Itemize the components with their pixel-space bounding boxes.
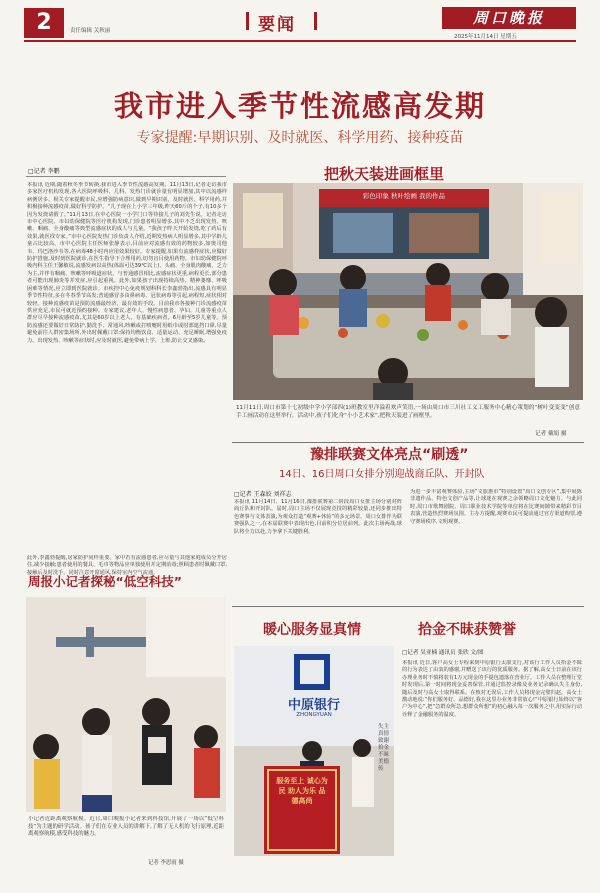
bank-photo [234, 646, 394, 856]
sports-byline: □记者 王森姣 刘祥志 [234, 491, 292, 498]
side-caption: 失主真情致谢 拾金不昧美德传 [378, 724, 390, 772]
sports-body-col1: 本报讯 11月14日、11月16日,豫排联赛第二阶段周口女排主场分别对阵商丘队和开封队。届时,周口主场不仅展现竞技的精彩较量,还同步推出特色赛事与文体表演,为观众打造“观赛+休验”的多元场景。周口女排作为联赛强队之一,在本届联赛中表现出色,目前积分位居前列。此次主场两战,球队将全力以赴,力争拿下关键胜利。 [234, 499, 402, 535]
headline: 我市进入季节性流感高发期 [113, 89, 486, 123]
feature-title: 把秋天装进画框里 [324, 165, 445, 183]
kids-photo-credit: 记者 李思雨 摄 [148, 860, 184, 866]
feature-caption: 11月11日,周口市第十七初级中学小学部四(1)班教室里洋溢着欢声笑语,一场由周口市三川社工义工服务中心精心策划的“树叶变变变”创意手工画活动在这里举行。活动中,孩子们化身“小小艺术家”,把秋天装进了画框里。 [236, 405, 580, 419]
classroom-photo-art [233, 183, 583, 400]
kids-photo [26, 597, 226, 812]
service-title-right: 拾金不昧获赞誉 [418, 622, 516, 638]
sports-body-col2: 为进一步丰富观赛体验,主场“文旅惠市”特别设置“周口文创专区”,集中展陈非遗作品、特色文创产品等,让球迷在观赛之余领略周口文化魅力。与此同时,周口市歌舞剧院、周口职业技术学院等单位将在比赛间隙带来精彩节目表演,营造热烈赛场氛围。主办方提醒,观赛市民可提前通过官方渠道购票,遵守赛场秩序,文明观赛。 [410, 489, 582, 525]
header-rule [24, 40, 576, 42]
kids-photo-art [26, 597, 226, 812]
feature-rule [232, 442, 584, 443]
page-number: 2 [24, 8, 64, 38]
sports-rule [232, 606, 584, 607]
bank-sign: 中原银行 [287, 698, 340, 713]
photo-banner: 彩色印象 秋叶绘画 我的作品 [362, 192, 446, 200]
kids-title: 周报小记者探秘“低空科技” [28, 574, 182, 589]
pennant-text: 服务至上 诚心为民 助人为乐 品德高尚 [276, 777, 328, 805]
service-body: 本报讯 近日,客户高女士专程来到中原银行太康支行,对该行工作人员拾金不昧的行为表达了由衷的感谢,并赠送了该行的优质服务。据了解,高女士日前在该行办理业务时不慎将装有1万元现金的手提包遗落在营业厅。工作人员在整理厅堂时发现后,第一时间将现金妥善保管,并通过监控录像及业务记录确认失主身份,随后及时与高女士取得联系。在核对无误后,工作人员将现金完璧归赵。高女士激动地说:“你们服务好、品德好,我在这里办业务非常放心!”中原银行始终以“客户为中心”,把“急群众所急,想群众所想”的初心融入每一次服务之中,用实际行动诠释了金融服务的温度。 [402, 660, 582, 718]
section-name: 要闻 [258, 15, 296, 35]
lead-byline: □记者 李鹏 [28, 168, 60, 175]
bank-photo-art [234, 646, 394, 856]
sports-title: 豫排联赛文体亮点“刷透” [310, 447, 469, 463]
bank-sign-en: ZHONGYUAN [296, 712, 332, 718]
sports-subtitle: 14日、16日周口女排分别迎战商丘队、开封队 [279, 469, 485, 480]
newspaper-logo: 周口晚报 [442, 7, 576, 29]
feature-photo-credit: 记者 戴娟 摄 [535, 431, 567, 437]
classroom-photo [233, 183, 583, 400]
editors-credit: 责任编辑 关秋丽 [70, 28, 111, 34]
lead-body-continued: 此外,李鑫勃提醒,居家防护同样重要。家中若有流感患者,应尽量与其他家庭成员分开居住,减少接触;患者使用的餐具、毛巾等物品应单独使用并定期消毒;照顾患者时佩戴口罩,接触后及时洗手。同时注意开窗通风,保持室内空气流通。 [27, 555, 227, 576]
byline-rule [26, 176, 226, 177]
kids-caption: 小记者近距离观察航模。近日,周口晚报小记者来到科技馆,开展了一场以“低空科技”为主题的研学活动。孩子们在专业人员的讲解下,了解了无人机的飞行原理,近距离观察航模,感受科技的魅力。 [28, 816, 224, 838]
section-divider-left [246, 12, 249, 30]
issue-date: 2025年11月14日 星期五 [454, 34, 517, 40]
section-divider-right [314, 12, 317, 30]
service-title-left: 暖心服务显真情 [263, 622, 361, 638]
headline-subtitle: 专家提醒:早期识别、及时就医、科学用药、接种疫苗 [136, 130, 464, 146]
service-byline: □记者 吴亚楠 通讯员 张欣 文/图 [402, 650, 484, 656]
lead-body: 本报讯 近期,随着秋冬季节转换,我市进入季节性流感高发期。11月13日,记者走访我市多家医疗机构发现,各大医院呼吸科、儿科、发热门诊就诊量有明显增加,其中以流感样病例居多。相关专家提醒市民,应增强防病意识,做到早期识别、及时就医、科学用药,并积极接种流感疫苗,做好科学防护。“儿子现在上小学三年级,昨天60斤的个子,有10多个因为发烧请假了。”11月13日,在中心医院一小学门口等待接儿子的刘先生说。记者走访市中心医院、市妇幼保健院等医疗机构发现,门诊患者明显增多,其中不乏出现发热、咳嗽、咽痛、全身酸痛等典型流感症状的成人与儿童。“我孩子昨天开始发烧,吃了药后有效果,就医找专家。”市中心医院发热门诊负责人介绍,近期发热病人明显增多,其中学龄儿童占比较高。市中心医院主任医师张静表示,目前应对流感有效的药物较多,如奥司他韦、玛巴洛沙韦等,在病毒48小时内应用效果较好。专家提醒,如果有流感样症状,应做好防护措施,及时到医院就诊,在医生指导下合理用药,切勿盲目使用药物。市妇幼保健院呼吸内科主任王馨敏说,流感发病以高热(体温可达39℃以上)、头痛、全身肌肉酸痛、乏力为主,并伴有咽痛、咳嗽等呼吸道症状。与普通感冒相比,流感症状更重,病程更长,部分患者可能出现肺炎等并发症,应引起重视。此外,如果孩子出现持续高热、精神萎靡、呼吸困难等情况,应立即到医院就诊。市疾控中心免疫规划科科长李鑫勃指出,流感具有明显季节性特征,多在冬春季节高发;普通感冒多由鼻病毒、冠状病毒等引起,病程短,症状相对较轻。接种流感疫苗是预防流感最经济、最有效的手段。目前我市各接种门诊流感疫苗供应充足,市民可就近预约接种。专家建议,老年人、慢性病患者、孕妇、儿童等重点人群应尽早接种流感疫苗,尤其是60岁以上老人、有基础疾病者、6月龄至5岁儿童等。预防流感还要做好日常防护,勤洗手、常通风,咳嗽或打喷嚏时用纸巾或肘部遮挡口鼻,尽量避免前往人群密集场所,外出时佩戴口罩;保持均衡饮食、适量运动、充足睡眠,增强免疫力。出现发热、咳嗽等症状时,应及时就医,避免带病上学、上班,防止交叉感染。 [27, 182, 227, 344]
